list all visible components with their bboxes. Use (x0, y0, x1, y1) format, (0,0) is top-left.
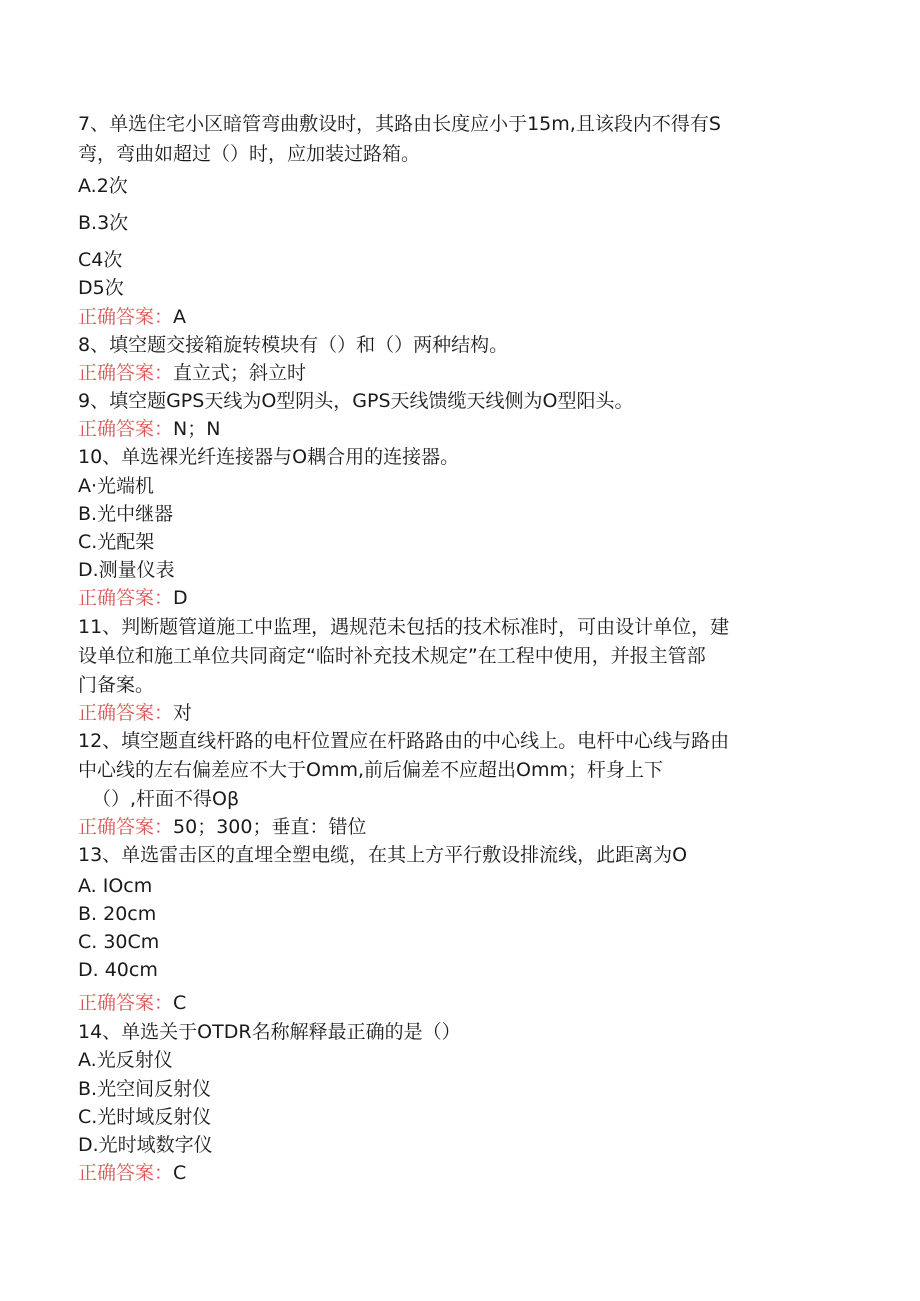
answer-label: 正确答案： (78, 992, 174, 1014)
question-14-option-d: D.光时域数字仪 (78, 1134, 213, 1156)
question-10-answer (78, 585, 188, 611)
question-7-line-2: 弯，弯曲如超过（）时，应加装过路箱。 (78, 143, 421, 165)
question-7-option-d: D5次 (78, 277, 124, 299)
answer-label: 正确答案： (78, 587, 174, 609)
question-14-line-1: 14、单选关于OTDR名称解释最正确的是（） (78, 1021, 461, 1043)
question-9-line-1: 9、填空题GPS天线为O型阴头，GPS天线馈缆天线侧为O型阳头。 (78, 390, 634, 412)
answer-value: 50；300；垂直：错位 (173, 816, 367, 838)
answer-value: C (173, 992, 187, 1014)
question-9-answer (78, 416, 220, 442)
answer-label: 正确答案： (78, 702, 174, 724)
question-13-option-c: C. 30Cm (78, 931, 160, 953)
question-10-line-1: 10、单选裸光纤连接器与O耦合用的连接器。 (78, 446, 460, 468)
question-14-option-c: C.光时域反射仪 (78, 1106, 212, 1128)
question-10-option-a: A·光端机 (78, 475, 155, 497)
question-12-line-1: 12、填空题直线杆路的电杆位置应在杆路路由的中心线上。电杆中心线与路由 (78, 730, 730, 752)
question-11-line-3: 门备案。 (78, 674, 155, 696)
question-7-option-a: A.2次 (78, 175, 128, 197)
question-13-line-1: 13、单选雷击区的直埋全塑电缆，在其上方平行敷设排流线，此距离为O (78, 844, 688, 866)
question-13-answer (78, 990, 186, 1016)
question-7-line-1: 7、单选住宅小区暗管弯曲敷设时，其路由长度应小于15m,且该段内不得有S (78, 113, 721, 135)
question-11-answer (78, 700, 192, 726)
answer-value: 直立式；斜立时 (173, 362, 307, 384)
question-11-line-1: 11、判断题管道施工中监理，遇规范未包括的技术标准时，可由设计单位，建 (78, 616, 730, 638)
question-8-answer (78, 360, 306, 386)
question-7-option-c: C4次 (78, 249, 123, 271)
answer-label: 正确答案： (78, 362, 174, 384)
answer-label: 正确答案： (78, 306, 174, 328)
question-13-option-b: B. 20cm (78, 903, 157, 925)
answer-value: D (173, 587, 188, 609)
answer-value: N；N (173, 418, 221, 440)
question-14-option-b: B.光空间反射仪 (78, 1078, 212, 1100)
question-8-line-1: 8、填空题交接箱旋转模块有（）和（）两种结构。 (78, 334, 509, 356)
question-10-option-b: B.光中继器 (78, 503, 174, 525)
answer-value: C (173, 1162, 187, 1184)
answer-label: 正确答案： (78, 1162, 174, 1184)
question-10-option-d: D.测量仪表 (78, 559, 175, 581)
question-12-answer (78, 814, 366, 840)
question-12-line-2: 中心线的左右偏差应不大于Omm,前后偏差不应超出Omm；杆身上下 (78, 759, 663, 781)
question-12-line-3: （）,杆面不得Oβ (92, 788, 240, 810)
question-14-answer (78, 1160, 186, 1186)
question-7-option-b: B.3次 (78, 212, 129, 234)
answer-label: 正确答案： (78, 816, 174, 838)
question-13-option-d: D. 40cm (78, 959, 158, 981)
question-14-option-a: A.光反射仪 (78, 1049, 173, 1071)
question-13-option-a: A. IOcm (78, 875, 153, 897)
question-11-line-2: 设单位和施工单位共同商定“临时补充技术规定”在工程中使用，并报主管部 (78, 645, 706, 667)
answer-value: 对 (173, 702, 193, 724)
answer-label: 正确答案： (78, 418, 174, 440)
answer-value: A (173, 306, 187, 328)
question-7-answer (78, 304, 186, 330)
question-10-option-c: C.光配架 (78, 531, 155, 553)
